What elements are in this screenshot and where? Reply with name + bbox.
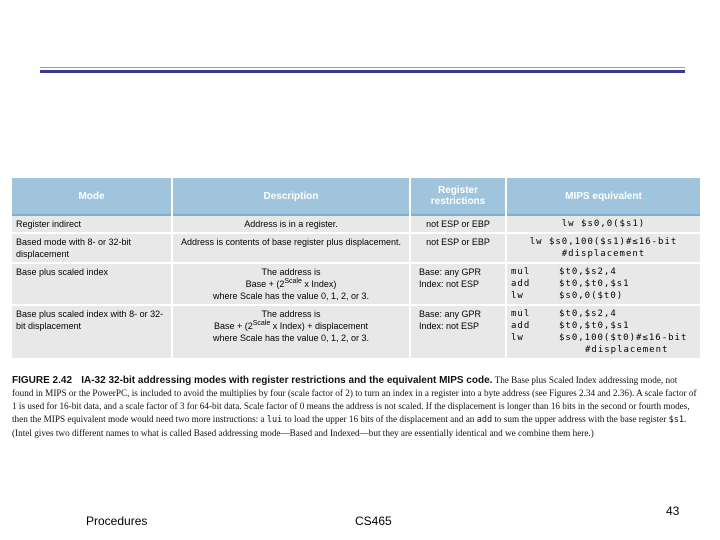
figure-number: FIGURE 2.42: [12, 375, 73, 386]
mips-line: [511, 332, 696, 344]
header-register-restrictions: Register restrictions: [410, 178, 506, 215]
mips-line: #displacement: [585, 345, 669, 355]
mode-cell: Base plus scaled index with 8- or 32-bit displacement: [12, 305, 172, 358]
description-line: The address is: [261, 309, 321, 319]
title-rule-thin: [40, 67, 685, 68]
register-cell: not ESP or EBP: [410, 233, 506, 263]
mode-cell: Base plus scaled index: [12, 263, 172, 305]
mips-op: mul: [511, 309, 531, 319]
mips-args: $t0,$t0,$s1: [559, 321, 630, 331]
mips-args: $s0,0($t0): [559, 291, 624, 301]
mips-line: #displacement: [561, 249, 646, 259]
mips-line: [511, 266, 696, 278]
footer-topic: Procedures: [86, 514, 148, 528]
description-cell: [172, 305, 410, 358]
description-formula: [177, 320, 405, 332]
caption-text: to sum the upper address with the base register: [494, 414, 667, 424]
mips-line: [511, 290, 696, 302]
mips-cell: [506, 263, 700, 305]
register-cell: [410, 305, 506, 358]
formula-exponent: Scale: [284, 278, 302, 285]
header-mode: Mode: [12, 178, 172, 215]
mips-args: $t0,$s2,4: [559, 267, 617, 277]
register-line: Base: any GPR: [419, 267, 482, 277]
mips-op: add: [511, 321, 531, 331]
register-cell: not ESP or EBP: [410, 215, 506, 233]
figure-title: IA-32 32-bit addressing modes with register restrictions and the equivalent MIPS code.: [81, 375, 493, 386]
table-row: [12, 263, 700, 305]
description-cell: Address is contents of base register plus displacement.: [172, 233, 410, 263]
caption-text: . (Intel gives two different names to what is called Based addressing mode—Based and Indexed—but they are essentially identical and we combine them here.): [12, 414, 687, 438]
mips-args: $t0,$t0,$s1: [559, 279, 630, 289]
table-row: [12, 215, 700, 233]
table-row: [12, 305, 700, 358]
mips-line: [511, 320, 696, 332]
mode-cell: Register indirect: [12, 215, 172, 233]
register-line: Index: not ESP: [419, 279, 480, 289]
mode-cell: Based mode with 8- or 32-bit displacement: [12, 233, 172, 263]
header-mips-equivalent: MIPS equivalent: [506, 178, 700, 215]
mips-args: $t0,$s2,4: [559, 309, 617, 319]
mips-op: mul: [511, 267, 531, 277]
table-row: [12, 233, 700, 263]
mips-op: add: [511, 279, 531, 289]
mips-line: [511, 308, 696, 320]
mips-cell: lw $s0,0($s1): [506, 215, 700, 233]
formula-rest: x Index): [301, 279, 337, 289]
formula-exponent: Scale: [252, 320, 271, 327]
description-cell: Address is in a register.: [172, 215, 410, 233]
caption-code-add: add: [476, 415, 493, 425]
mips-op: lw: [511, 291, 524, 301]
description-line: The address is: [261, 267, 321, 277]
mips-cell: [506, 305, 700, 358]
register-line: Index: not ESP: [419, 321, 480, 331]
caption-code-lui: lui: [266, 415, 283, 425]
caption-text: to load the upper 16 bits of the displacement and an: [284, 414, 475, 424]
description-line: where Scale has the value 0, 1, 2, or 3.: [212, 333, 370, 343]
formula-base: Base + (2: [213, 321, 253, 331]
footer-course: CS465: [355, 514, 392, 528]
register-cell: [410, 263, 506, 305]
mips-args: $s0,100($t0)#≤16-bit: [559, 333, 688, 343]
description-cell: [172, 263, 410, 305]
table-header-row: [12, 178, 700, 215]
formula-rest: x Index) + displacement: [270, 321, 369, 331]
title-rule-thick: [40, 70, 685, 73]
mips-line: [511, 278, 696, 290]
description-formula: [177, 278, 405, 290]
mips-cell: [506, 233, 700, 263]
mips-line: lw $s0,100($s1)#≤16-bit: [529, 237, 678, 247]
caption-text: The Base plus Scaled Index addressing mode, not found in MIPS or the PowerPC, is included to avoid the multiplies by four (scale factor of 2) to turn an index in a register into a byte address (see Figures 2.34 and 2.36). A scale factor of 1 is used for 16-bit data, and a scale factor of 3 for 64-bit data. Scale factor of 0 means the address is not scaled. If the displacement is longer than 16 bits in the second or fourth modes, then the MIPS equivalent mode would need two more instructions: a: [12, 375, 697, 424]
page-number: 43: [666, 504, 680, 518]
description-line: where Scale has the value 0, 1, 2, or 3.: [212, 291, 370, 301]
register-line: Base: any GPR: [419, 309, 482, 319]
mips-op: lw: [511, 333, 524, 343]
header-description: Description: [172, 178, 410, 215]
figure-caption: [12, 374, 700, 440]
addressing-modes-table: [12, 178, 700, 358]
formula-base: Base + (2: [245, 279, 285, 289]
caption-code-s1: $s1: [668, 415, 684, 425]
